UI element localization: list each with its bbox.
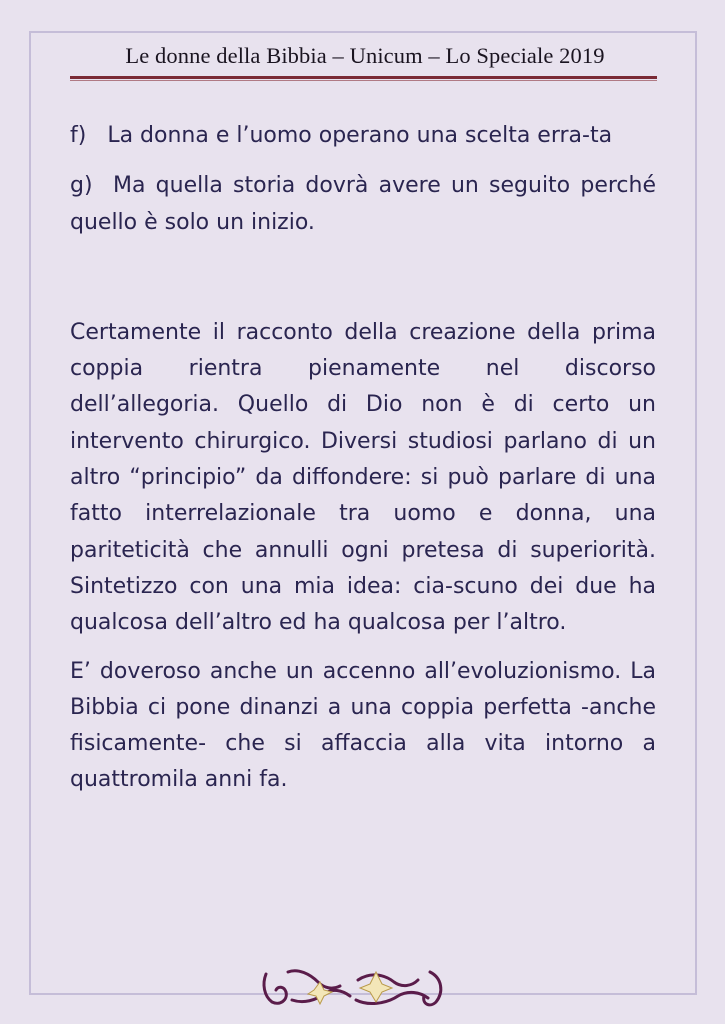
body-text — [70, 118, 656, 811]
floral-ornament-icon — [258, 960, 448, 1010]
spacer — [70, 255, 656, 315]
list-item-letter: g) — [70, 173, 93, 199]
page-header-title: Le donne della Bibbia – Unicum – Lo Speciale 2019 — [125, 43, 605, 68]
list-item-g — [70, 168, 656, 241]
paragraph-allegoria: Certamente il racconto della creazione della prima coppia rientra pienamente nel discorso dell’allegoria. Quello di Dio non è di certo un intervento chirurgico. Diversi studiosi parlano di un altro “principio” da diffondere: si può parlare di una fatto interrelazionale tra uomo e donna, una pariteticità che annulli ogni pretesa di superiorità. Sintetizzo con una mia idea: cia-scuno dei due ha qualcosa dell’altro ed ha qualcosa per l’altro. — [70, 319, 656, 636]
list-item-text: Ma quella storia dovrà avere un seguito perché quello è solo un inizio. — [70, 173, 656, 235]
list-item-f — [70, 118, 656, 154]
list-item-text: La donna e l’uomo operano una scelta erra-ta — [107, 123, 613, 148]
header-rule-thin — [70, 80, 657, 81]
list-item-letter: f) — [70, 123, 87, 148]
paragraph-evoluzionismo: E’ doveroso anche un accenno all’evoluzionismo. La Bibbia ci pone dinanzi a una coppia perfetta -anche fisicamente- che si affaccia alla vita intorno a quattromila anni fa. — [70, 658, 656, 793]
header-rule — [70, 76, 657, 79]
